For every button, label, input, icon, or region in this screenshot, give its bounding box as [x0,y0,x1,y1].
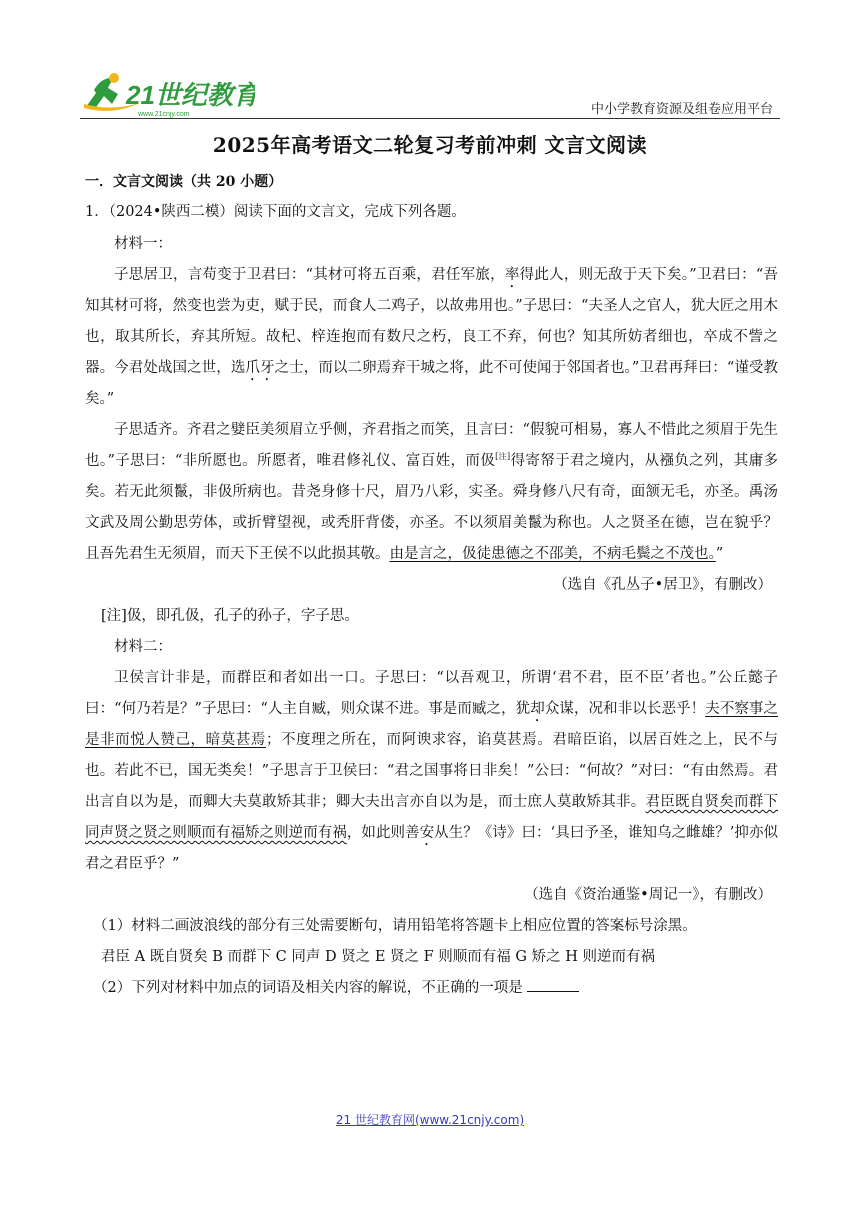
sub-question-2 [85,973,778,1004]
wavy-underlined-sentence: 君臣既自贤矣而群下同声贤之贤之则顺而有福矫之则逆而有祸 [85,794,778,841]
dotted-word: 却 [530,701,545,717]
header-divider [80,118,780,119]
footer [0,1111,860,1128]
text-run: 从生？《诗》曰：‘具曰予圣，谁知乌之雌雄？’抑亦似君之君臣乎？” [85,825,779,872]
dotted-word: 爪牙 [245,360,275,376]
text-run: ” [715,546,724,562]
text-run: 之士，而以二卵焉弃干城之将，此不可使闻于邻国者也。”卫君再拜曰：“谨受教矣。” [85,360,779,407]
platform-name: 中小学教育资源及组卷应用平台 [590,102,773,117]
footnote-mark: [注] [495,452,511,462]
material-1-paragraph-2 [85,415,778,570]
material-2-source: （选自《资治通鉴•周记一》，有删改） [524,887,772,903]
material-2-label: 材料二： [114,639,172,655]
material-1-paragraph-1 [85,260,778,415]
underlined-sentence: 由是言之，伋徒患德之不邵美，不病毛鬓之不茂也。 [389,546,716,562]
dotted-word: 安 [419,825,435,841]
material-1-label: 材料一： [114,236,172,252]
sub-question-1-options: 君臣 A 既自贤矣 B 而群下 C 同声 D 贤之 E 贤之 F 则顺而有福 G 矫之 H 则逆而有祸 [101,949,655,965]
text-run: 众谋，况和非以长恶乎！ [544,701,706,717]
document-body [85,168,778,1004]
question-1-intro: 1．（2024•陕西二模）阅读下面的文言文，完成下列各题。 [85,204,466,220]
logo [80,68,255,120]
runner-logo-icon [80,68,255,120]
dotted-word: 率 [504,267,520,283]
text-run: 子思居卫，言苟变于卫君曰：“其材可将五百乘，君任军旅， [114,267,505,283]
text-run: 得寄帑于君之境内，从襁负之列，其庸多矣。若无此须鬣，非伋所病也。昔尧身修十尺，眉乃八彩，实圣。舜身修八尺有奇，面颔无毛，亦圣。禹汤文武及周公勤思劳体，或折臂望视，或秃肝背偻，亦圣。不以须眉美鬣为称也。人之贤圣在德，岂在貌乎？且吾先君生无须眉，而天下王侯不以此损其敬。 [85,453,778,562]
sub-question-1: （1）材料二画波浪线的部分有三处需要断句，请用铅笔将答题卡上相应位置的答案标号涂黑。 [93,918,697,934]
answer-blank[interactable] [527,977,579,992]
material-1-source: （选自《孔丛子•居卫》，有删改） [553,577,772,593]
text-run: 子思适齐。齐君之嬖臣美须眉立乎侧，齐君指之而笑，且言曰：“假貌可相易，寡人不惜此之须眉于先生也。”子思曰：“非所愿也。所愿者，唯君修礼仪、富百姓，而伋 [85,422,778,469]
text-run: ，如此则善 [346,825,420,841]
logo-text: 21世纪教育 [126,80,255,110]
text-run: 卫侯言计非是，而群臣和者如出一口。子思曰：“以吾观卫，所谓‘君不君，臣不臣’者也。”公丘懿子曰：“何乃若是？”子思曰：“人主自臧，则众谋不进。事是而臧之，犹 [85,670,778,717]
logo-url: www.21cnjy.com [138,111,190,118]
material-2-paragraph [85,663,778,880]
page-title: 2025年高考语文二轮复习考前冲刺 文言文阅读 [212,133,648,157]
text-run: ；不度理之所在，而阿谀求容，谄莫甚焉。君暗臣谄，以居百姓之上，民不与也。若此不已，国无类矣！”子思言于卫侯曰：“君之国事将日非矣！”公曰：“何故？”对曰：“有由然焉。君出言自以为是，而卿大夫莫敢矫其非；卿大夫出言亦自以为是，而士庶人莫敢矫其非。 [85,732,779,810]
text-run: 得此人，则无敌于天下矣。”卫君曰：“吾知其材可将，然变也尝为吏，赋于民，而食人二鸡子，以故弗用也。”子思曰：“夫圣人之官人，犹大匠之用木也，取其所长，弃其所短。故杞、梓连抱而有数尺之朽，良工不弃，何也？知其所妨者细也，卒成不訾之器。今君处战国之世，选 [85,267,779,376]
footnote: [注]伋，即孔伋，孔子的孙子，字子思。 [101,608,359,624]
footer-link[interactable]: 21 世纪教育网(www.21cnjy.com) [335,1113,525,1127]
underlined-sentence: 夫不察事之是非而悦人赞己，暗莫甚焉 [85,701,778,748]
section-heading: 一．文言文阅读（共 20 小题） [85,174,283,190]
question-text: （2）下列对材料中加点的词语及相关内容的解说，不正确的一项是 [93,980,523,996]
